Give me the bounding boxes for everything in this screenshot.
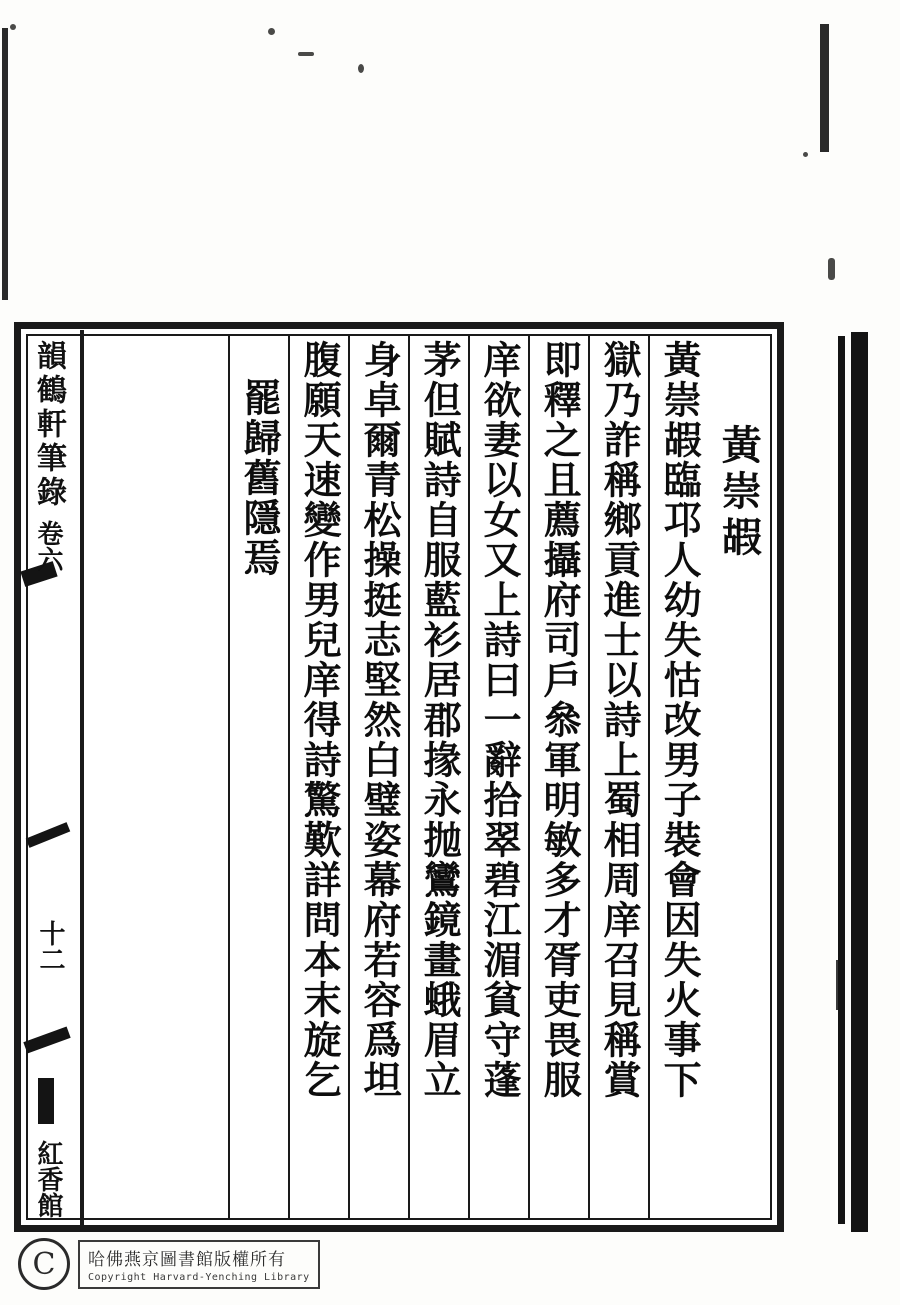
- scan-artifact-rule: [820, 24, 829, 152]
- text-column-content: 即釋之且薦攝府司戶叅軍明敏多才胥吏畏服: [537, 340, 583, 1100]
- scan-speck: [358, 64, 364, 73]
- text-column: [528, 334, 588, 1220]
- scan-speck: [828, 258, 835, 280]
- text-column-content: 庠欲妻以女又上詩曰一辭拾翠碧江湄貧守蓬: [477, 340, 523, 1100]
- text-column: [468, 334, 528, 1220]
- section-heading-column: [708, 334, 768, 1220]
- page-edge-bar: [851, 332, 868, 1232]
- text-column-content: 身卓爾青松操挺志堅然白璧姿幕府若容爲坦: [357, 340, 403, 1100]
- text-column-content: 罷歸舊隱焉: [237, 378, 283, 578]
- text-column-content: 茅但賦詩自服藍衫居郡掾永抛鸞鏡畫蛾眉立: [417, 340, 463, 1100]
- text-column: [288, 334, 348, 1220]
- text-column: [648, 334, 708, 1220]
- stamp-chinese-text: 哈佛燕京圖書館版權所有: [88, 1249, 286, 1270]
- text-columns: [96, 334, 768, 1220]
- scan-speck: [803, 152, 808, 157]
- text-column: [408, 334, 468, 1220]
- section-heading-text: 黃崇嘏: [715, 424, 763, 562]
- scan-speck: [298, 52, 314, 56]
- fold-volume-label: 卷六: [33, 520, 63, 572]
- text-column: [228, 334, 288, 1220]
- fold-column-banxin: [18, 330, 84, 1226]
- fold-imprint: 紅香館: [33, 1140, 63, 1218]
- fold-wedge-mark: [26, 822, 71, 848]
- page-edge-bar-inner: [838, 336, 845, 1224]
- fold-wedge-mark: [23, 1026, 70, 1053]
- fold-book-title: 韻鶴軒筆錄: [31, 340, 66, 510]
- text-column: [588, 334, 648, 1220]
- stamp-english-text: Copyright Harvard-Yenching Library: [88, 1271, 310, 1283]
- library-copyright-stamp: [18, 1238, 318, 1290]
- scan-speck: [10, 24, 16, 30]
- text-column-content: 黃崇嘏臨邛人幼失怙改男子裝會因失火事下: [657, 340, 703, 1100]
- text-column-content: 腹願天速變作男兒庠得詩驚歎詳問本末旋乞: [297, 340, 343, 1100]
- fold-wedge-mark: [38, 1078, 54, 1124]
- fold-page-number: 十二: [35, 920, 65, 972]
- text-column: [348, 334, 408, 1220]
- scan-speck: [268, 28, 275, 35]
- stamp-text-box: [78, 1240, 320, 1289]
- copyright-seal-icon: C: [18, 1238, 70, 1290]
- scan-artifact-rule: [2, 28, 8, 300]
- text-column-content: 獄乃詐稱鄉貢進士以詩上蜀相周庠召見稱賞: [597, 340, 643, 1100]
